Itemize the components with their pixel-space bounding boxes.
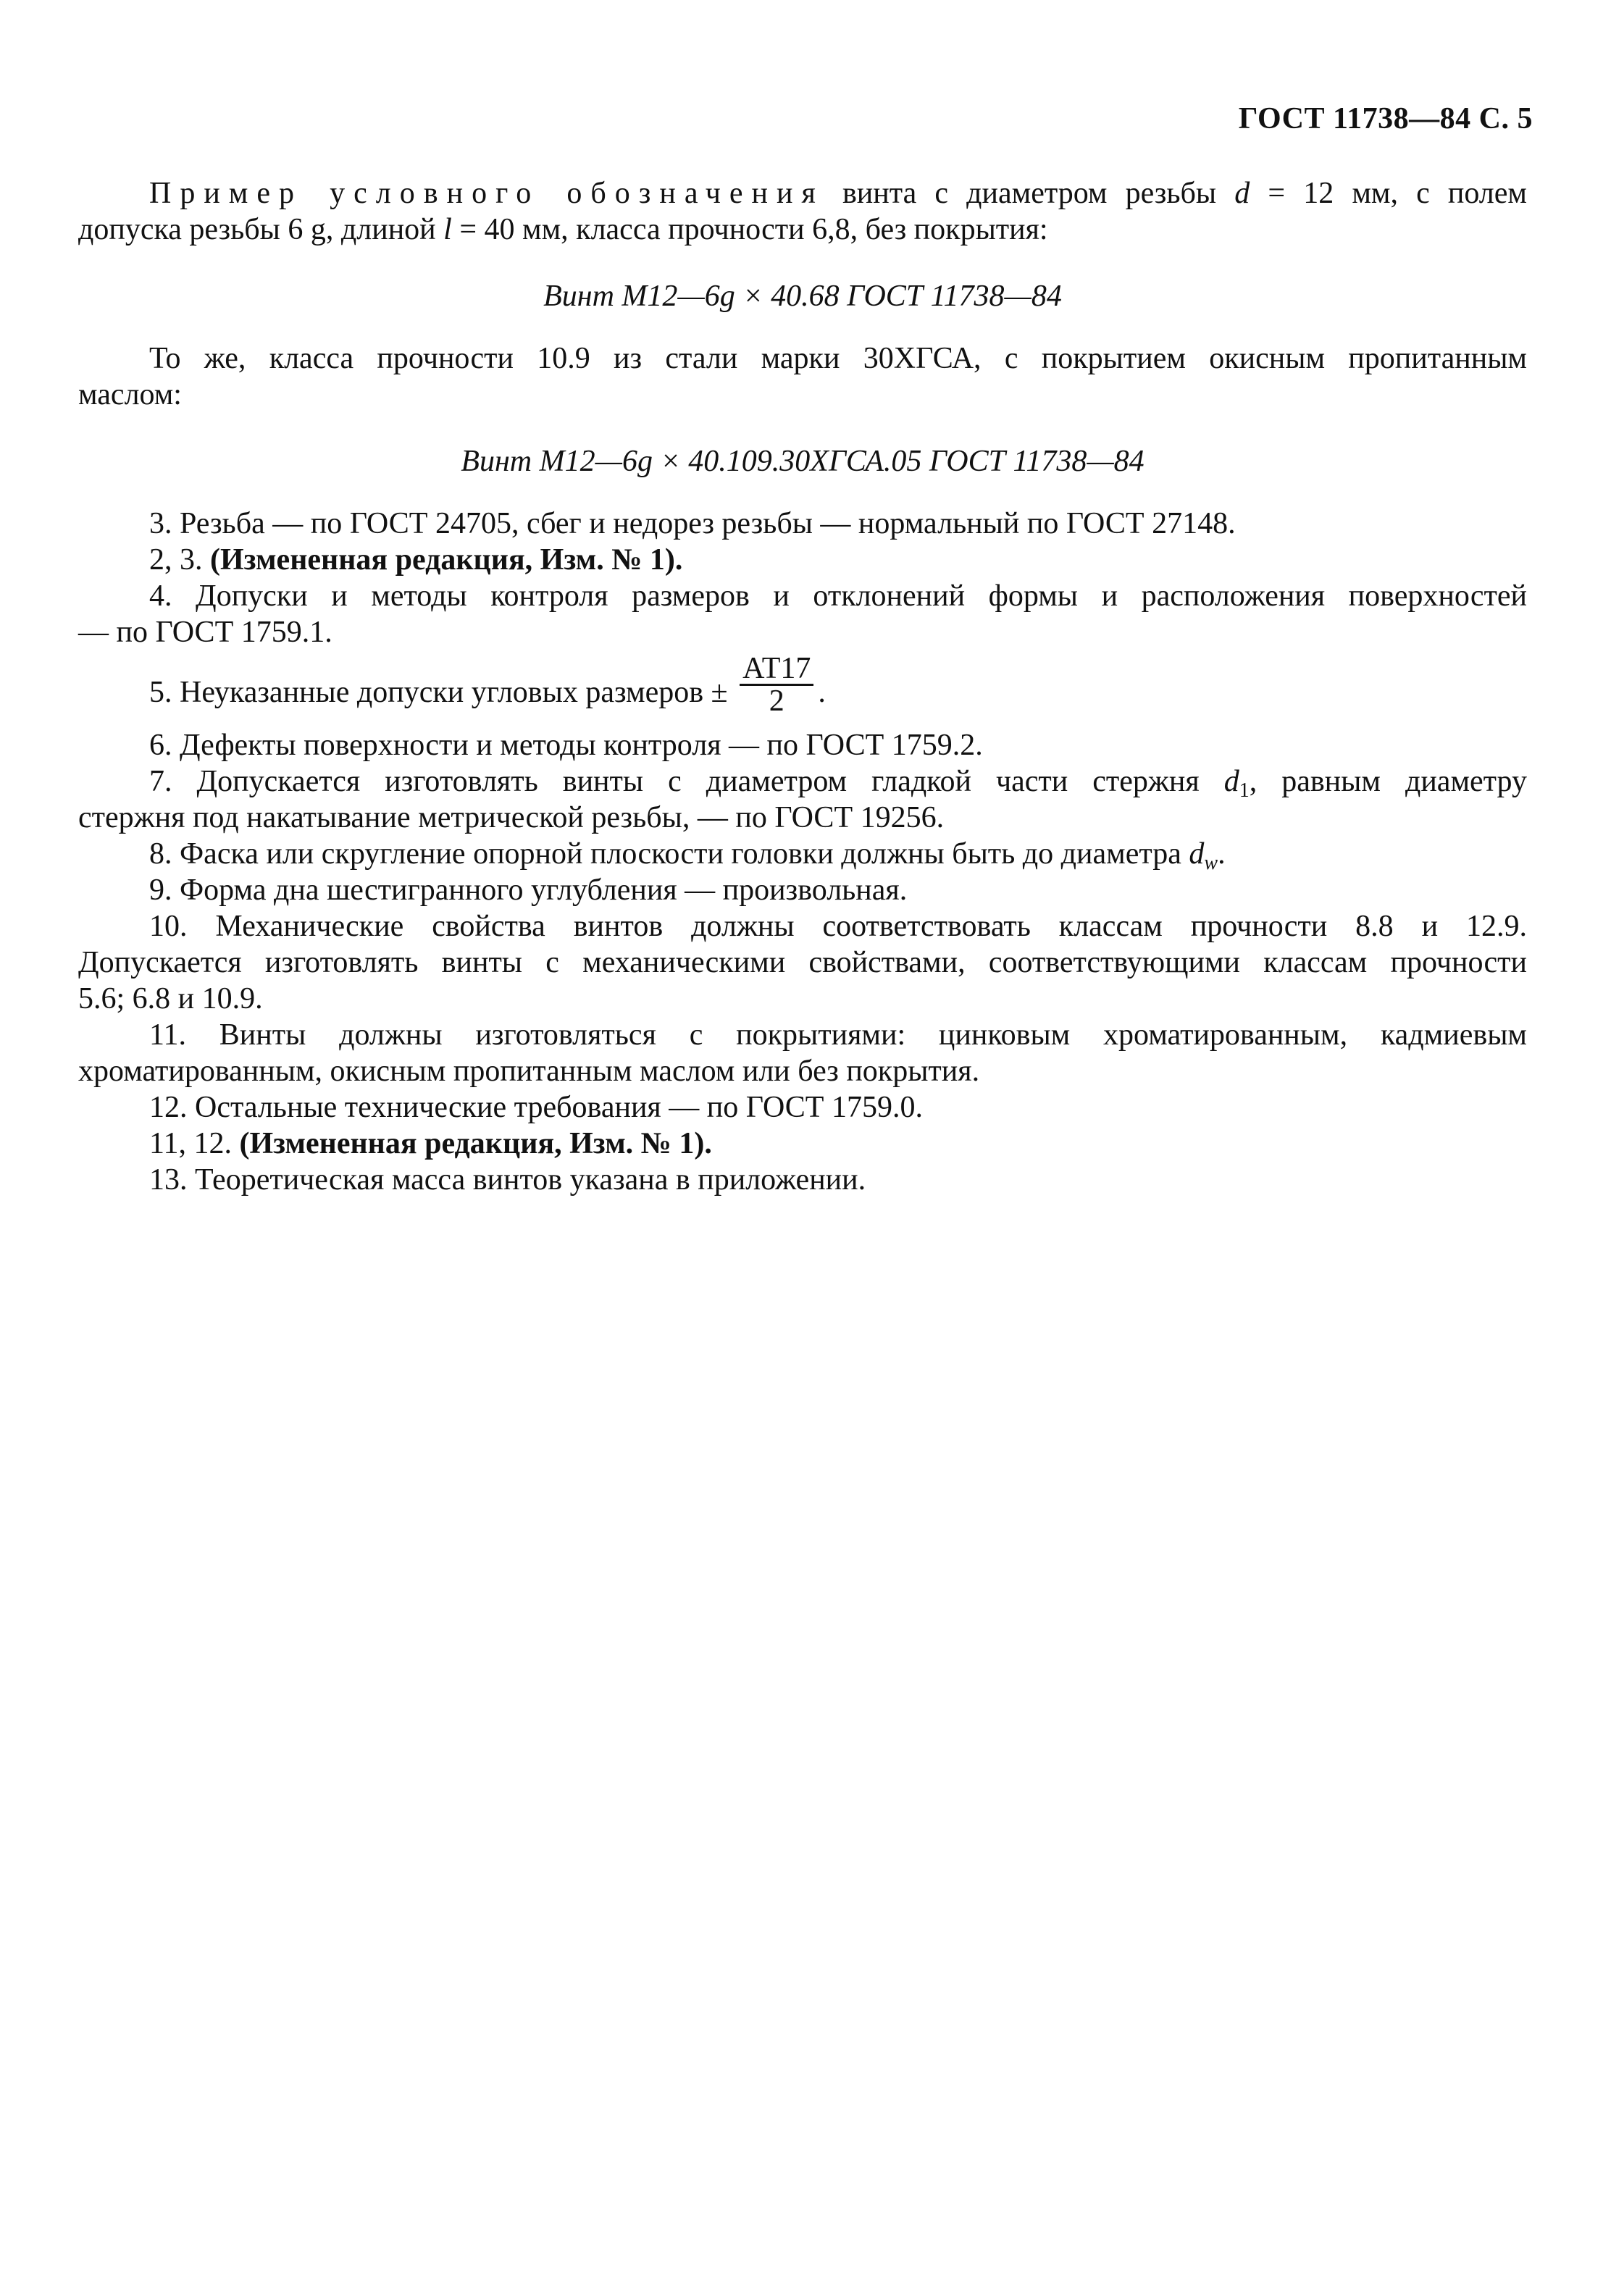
item-10-line-2: Допускается изготовлять винты с механическими свойствами, соответствующими классам прочности <box>78 946 1527 979</box>
designation-example-1: Винт М12—6g × 40.68 ГОСТ 11738—84 <box>543 280 1062 313</box>
item-4-line-1: 4. Допуски и методы контроля размеров и отклонений формы и расположения поверхностей <box>149 579 1527 613</box>
same-paragraph-line-2: маслом: <box>78 378 182 411</box>
item-2-3-amendment: 2, 3. (Измененная редакция, Изм. № 1). <box>149 543 683 577</box>
spaced-heading: Пример условного обозначения <box>149 177 824 210</box>
item-4-line-2: — по ГОСТ 1759.1. <box>78 616 332 649</box>
item-6: 6. Дефекты поверхности и методы контроля — по ГОСТ 1759.2. <box>149 729 983 762</box>
example-paragraph-line-2: допуска резьбы 6 g, длиной l = 40 мм, класса прочности 6,8, без покрытия: <box>78 213 1048 246</box>
item-11-line-2: хроматированным, окисным пропитанным маслом или без покрытия. <box>78 1055 980 1088</box>
item-7-line-2: стержня под накатывание метрической резьбы, — по ГОСТ 19256. <box>78 801 945 834</box>
designation-example-2: Винт М12—6g × 40.109.30ХГСА.05 ГОСТ 11738—84 <box>461 445 1145 478</box>
item-12: 12. Остальные технические требования — по ГОСТ 1759.0. <box>149 1091 923 1124</box>
item-9: 9. Форма дна шестигранного углубления — произвольная. <box>149 873 908 907</box>
item-10-line-1: 10. Механические свойства винтов должны соответствовать классам прочности 8.8 и 12.9. <box>149 910 1527 943</box>
item-5: 5. Неуказанные допуски угловых размеров ± $\frac{АТ17}{2}$ . <box>149 652 826 718</box>
item-11-line-1: 11. Винты должны изготовляться с покрытиями: цинковым хроматированным, кадмиевым <box>149 1018 1527 1052</box>
fraction-denominator: 2 <box>769 684 784 718</box>
item-7-line-1: 7. Допускается изготовлять винты с диаметром гладкой части стержня $d_1$, равным диаметру <box>149 765 1527 802</box>
same-paragraph-line-1: То же, класса прочности 10.9 из стали марки 30ХГСА, с покрытием окисным пропитанным <box>149 342 1527 375</box>
item-10-line-3: 5.6; 6.8 и 10.9. <box>78 982 263 1015</box>
item-8: 8. Фаска или скругление опорной плоскости головки должны быть до диаметра $d_w$. <box>149 837 1226 874</box>
item-13: 13. Теоретическая масса винтов указана в приложении. <box>149 1163 866 1197</box>
fraction <box>740 653 813 716</box>
fraction-numerator: АТ17 <box>740 653 813 686</box>
page-header: ГОСТ 11738—84 С. 5 <box>1238 102 1533 135</box>
item-3: 3. Резьба — по ГОСТ 24705, сбег и недорез резьбы — нормальный по ГОСТ 27148. <box>149 507 1236 540</box>
item-11-12-amendment: 11, 12. (Измененная редакция, Изм. № 1). <box>149 1127 712 1160</box>
example-paragraph-line-1: Пример условного обозначения винта с диаметром резьбы d = 12 мм, с полем <box>149 177 1527 210</box>
